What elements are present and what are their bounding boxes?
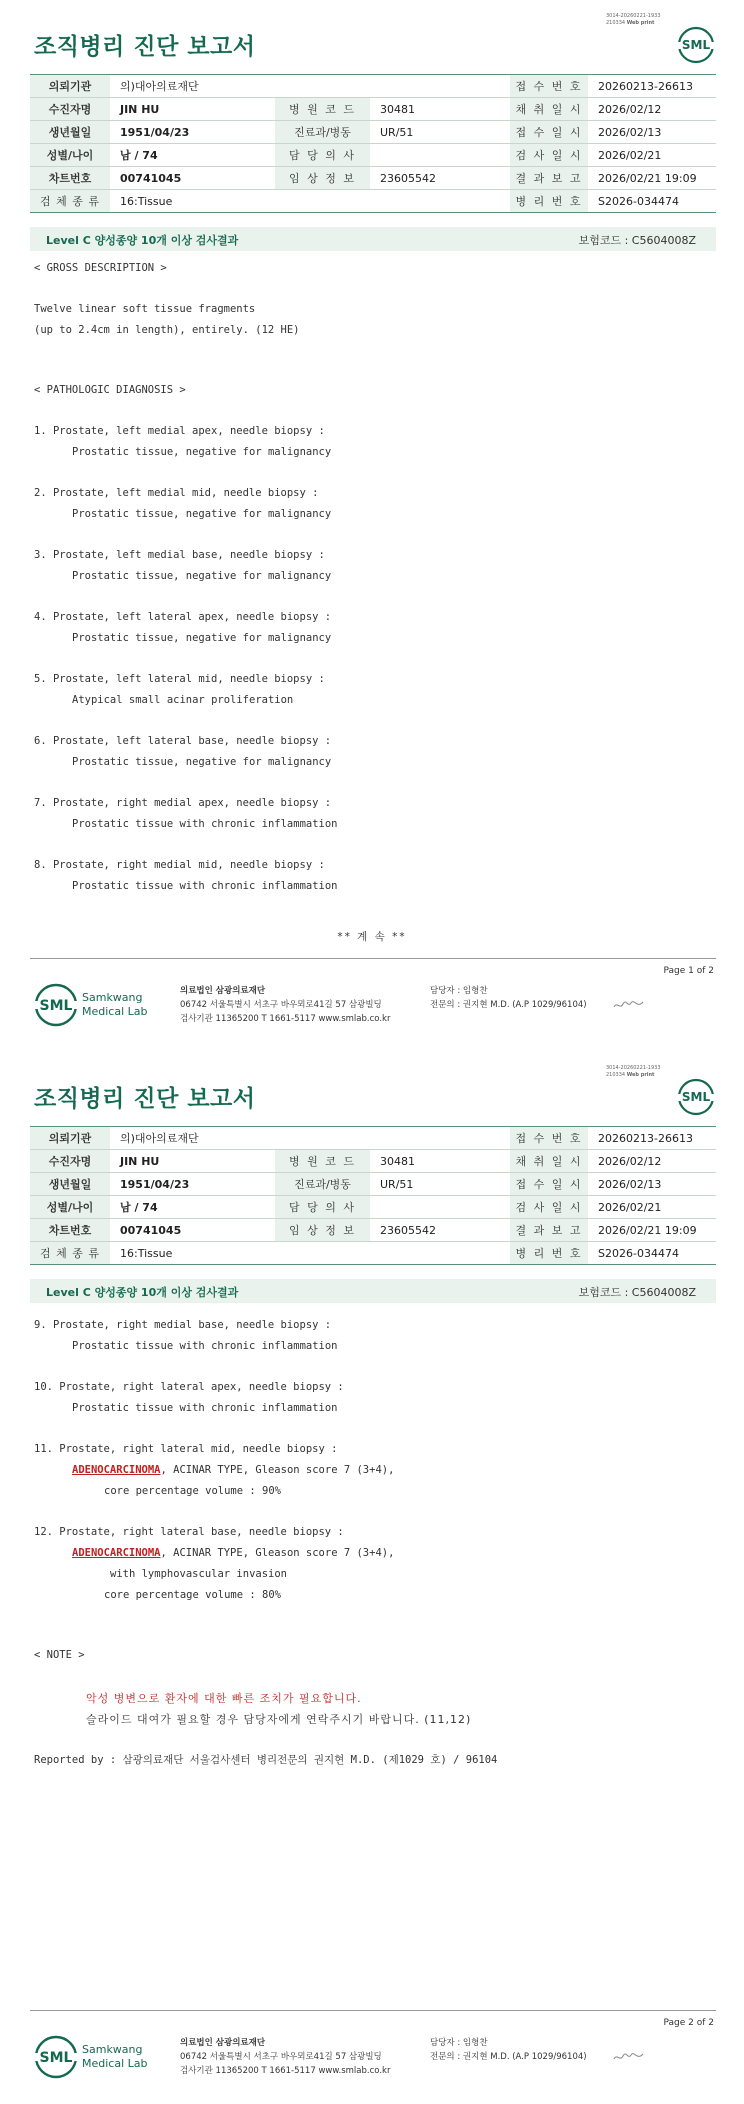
note-alert: 악성 병변으로 환자에 대한 빠른 조치가 필요합니다. <box>86 1692 362 1705</box>
diagnosis-result: Prostatic tissue, negative for malignancy <box>72 570 332 582</box>
hospital-code-value: 30481 <box>370 1150 510 1173</box>
chart-value: 00741045 <box>110 167 275 190</box>
staff-name: 임형찬 <box>462 986 488 996</box>
reported-by: Reported by : 삼광의료재단 서울검사센터 병리전문의 권지현 M.D. (제1029 호) / 96104 <box>34 1754 498 1766</box>
diagnosis-detail: , ACINAR TYPE, Gleason score 7 (3+4), <box>160 1547 395 1559</box>
gross-line-1: Twelve linear soft tissue fragments <box>34 303 256 315</box>
table-row <box>30 121 716 144</box>
diagnosis-result: Prostatic tissue, negative for malignancy <box>72 446 332 458</box>
received-label: 접 수 일 시 <box>510 121 588 144</box>
footer-org-info <box>180 2036 390 2078</box>
sml-logo-icon <box>677 1078 715 1116</box>
web-print-label: Web print <box>626 1072 655 1078</box>
diagnosis-result: Prostatic tissue with chronic inflammation <box>72 880 338 892</box>
logo-line-2: Medical Lab <box>82 1005 148 1018</box>
path-no-value: S2026-034474 <box>588 190 716 213</box>
diagnosis-result: Prostatic tissue with chronic inflammation <box>72 1402 338 1414</box>
footer-staff-info <box>430 2036 587 2064</box>
diagnosis-result <box>72 1463 744 1477</box>
page-title: 조직병리 진단 보고서 <box>34 34 256 60</box>
diagnosis-site: 4. Prostate, left lateral apex, needle biopsy : <box>34 611 332 623</box>
footer-org: 의료법인 삼광의료재단 <box>180 986 266 996</box>
reported-label: 결 과 보 고 <box>510 167 588 190</box>
diagnosis-detail: , ACINAR TYPE, Gleason score 7 (3+4), <box>160 1464 395 1476</box>
collected-label: 채 취 일 시 <box>510 1150 588 1173</box>
patient-info-table <box>30 74 716 213</box>
web-print-label: Web print <box>626 20 655 26</box>
specimen-label: 검 체 종 류 <box>30 190 110 213</box>
footer-divider <box>30 958 716 959</box>
dept-label: 진료과/병동 <box>275 121 370 144</box>
level-banner <box>30 227 716 251</box>
hospital-code-value: 30481 <box>370 98 510 121</box>
clinical-value: 23605542 <box>370 1219 510 1242</box>
table-row <box>30 144 716 167</box>
footer-address: 06742 서울특별시 서초구 바우뫼로41길 57 삼광빌딩 <box>180 1000 382 1010</box>
footer-contact: 검사기관 11365200 T 1661-5117 www.smlab.co.kr <box>180 2066 391 2076</box>
diagnosis-site: 5. Prostate, left lateral mid, needle biopsy : <box>34 673 325 685</box>
hospital-code-label: 병 원 코 드 <box>275 1150 370 1173</box>
specimen-label: 검 체 종 류 <box>30 1242 110 1265</box>
dept-label: 진료과/병동 <box>275 1173 370 1196</box>
collected-label: 채 취 일 시 <box>510 98 588 121</box>
table-row <box>30 1219 716 1242</box>
diagnosis-site: 1. Prostate, left medial apex, needle biopsy : <box>34 425 325 437</box>
diagnosis-site: 9. Prostate, right medial base, needle biopsy : <box>34 1319 332 1331</box>
table-row <box>30 1242 716 1265</box>
print-id-2 <box>606 20 661 27</box>
reported-value: 2026/02/21 19:09 <box>588 1219 716 1242</box>
level-title: Level C 양성종양 10개 이상 검사결과 <box>46 1286 239 1299</box>
page-number: Page 2 of 2 <box>663 2018 714 2028</box>
diagnosis-result: Atypical small acinar proliferation <box>72 694 294 706</box>
dob-label: 생년월일 <box>30 1173 110 1196</box>
staff-label: 담당자 : <box>430 2038 461 2048</box>
sex-age-label: 성별/나이 <box>30 1196 110 1219</box>
table-row <box>30 190 716 213</box>
requester-label: 의뢰기관 <box>30 75 110 98</box>
print-id: 3014-20260221-1933 <box>606 1065 661 1071</box>
dob-value: 1951/04/23 <box>110 1173 275 1196</box>
malignant-diagnosis: ADENOCARCINOMA <box>72 1464 161 1476</box>
path-no-label: 병 리 번 호 <box>510 1242 588 1265</box>
tested-label: 검 사 일 시 <box>510 1196 588 1219</box>
specialist-label: 전문의 : <box>430 1000 461 1010</box>
insurance-code: 보험코드 : C5604008Z <box>578 1286 696 1299</box>
diagnosis-result: Prostatic tissue, negative for malignancy <box>72 756 332 768</box>
signature-icon <box>612 998 646 1012</box>
dob-value: 1951/04/23 <box>110 121 275 144</box>
footer-contact: 검사기관 11365200 T 1661-5117 www.smlab.co.kr <box>180 1014 391 1024</box>
footer-address: 06742 서울특별시 서초구 바우뫼로41길 57 삼광빌딩 <box>180 2052 382 2062</box>
diagnosis-site: 3. Prostate, left medial base, needle biopsy : <box>34 549 325 561</box>
print-meta <box>606 13 661 27</box>
note-slide-request: 슬라이드 대여가 필요할 경우 담당자에게 연락주시기 바랍니다. (11,12) <box>86 1713 472 1726</box>
requester-value: 의)대아의료재단 <box>110 75 510 98</box>
sex-age-value: 남 / 74 <box>110 144 275 167</box>
logo-line-1: Samkwang <box>82 991 143 1004</box>
chart-label: 차트번호 <box>30 1219 110 1242</box>
table-row <box>30 1173 716 1196</box>
doctor-value <box>370 1196 510 1219</box>
note-heading: < NOTE > <box>34 1649 85 1661</box>
diagnosis-site: 11. Prostate, right lateral mid, needle biopsy : <box>34 1443 338 1455</box>
doctor-value <box>370 144 510 167</box>
page-number: Page 1 of 2 <box>663 966 714 976</box>
footer-divider <box>30 2010 716 2011</box>
reported-label: 결 과 보 고 <box>510 1219 588 1242</box>
print-id-2 <box>606 1072 661 1079</box>
sex-age-label: 성별/나이 <box>30 144 110 167</box>
logo-line-1: Samkwang <box>82 2043 143 2056</box>
hospital-code-label: 병 원 코 드 <box>275 98 370 121</box>
gross-heading: < GROSS DESCRIPTION > <box>34 262 167 274</box>
specimen-value: 16:Tissue <box>110 190 510 213</box>
footer-staff-info <box>430 984 587 1012</box>
requester-value: 의)대아의료재단 <box>110 1127 510 1150</box>
tested-label: 검 사 일 시 <box>510 144 588 167</box>
logo-text: SML <box>681 1090 711 1104</box>
clinical-label: 임 상 정 보 <box>275 167 370 190</box>
path-no-label: 병 리 번 호 <box>510 190 588 213</box>
patient-label: 수진자명 <box>30 98 110 121</box>
diagnosis-site: 8. Prostate, right medial mid, needle biopsy : <box>34 859 325 871</box>
table-row <box>30 167 716 190</box>
samkwang-logo-icon <box>34 980 154 1030</box>
diagnosis-result <box>72 1546 744 1560</box>
dept-value: UR/51 <box>370 1173 510 1196</box>
diagnosis-result: Prostatic tissue with chronic inflammation <box>72 1340 338 1352</box>
diagnosis-result: Prostatic tissue with chronic inflammation <box>72 818 338 830</box>
staff-name: 임형찬 <box>462 2038 488 2048</box>
diagnosis-result: Prostatic tissue, negative for malignancy <box>72 632 332 644</box>
specimen-value: 16:Tissue <box>110 1242 510 1265</box>
staff-label: 담당자 : <box>430 986 461 996</box>
continued-marker: ** 계 속 ** <box>337 931 407 943</box>
patient-info-table <box>30 1126 716 1265</box>
table-row <box>30 75 716 98</box>
footer-org-info <box>180 984 390 1026</box>
diagnosis-site: 2. Prostate, left medial mid, needle biopsy : <box>34 487 319 499</box>
diagnosis-heading: < PATHOLOGIC DIAGNOSIS > <box>34 384 186 396</box>
reception-no-value: 20260213-26613 <box>588 75 716 98</box>
tested-value: 2026/02/21 <box>588 1196 716 1219</box>
table-row <box>30 1196 716 1219</box>
sml-logo-icon <box>677 26 715 64</box>
signature-icon <box>612 2050 646 2064</box>
sex-age-value: 남 / 74 <box>110 1196 275 1219</box>
print-code: 210334 <box>606 20 626 26</box>
collected-value: 2026/02/12 <box>588 98 716 121</box>
diagnosis-site: 10. Prostate, right lateral apex, needle biopsy : <box>34 1381 344 1393</box>
received-label: 접 수 일 시 <box>510 1173 588 1196</box>
collected-value: 2026/02/12 <box>588 1150 716 1173</box>
samkwang-logo-icon <box>34 2032 154 2082</box>
reported-value: 2026/02/21 19:09 <box>588 167 716 190</box>
core-volume: core percentage volume : 80% <box>104 1589 282 1601</box>
received-value: 2026/02/13 <box>588 121 716 144</box>
table-row <box>30 1127 716 1150</box>
specialist-name: 권지현 M.D. (A.P 1029/96104) <box>462 2052 587 2062</box>
diagnosis-site: 7. Prostate, right medial apex, needle biopsy : <box>34 797 332 809</box>
patient-value: JIN HU <box>110 98 275 121</box>
chart-label: 차트번호 <box>30 167 110 190</box>
report-page-2 <box>0 1052 744 2104</box>
doctor-label: 담 당 의 사 <box>275 1196 370 1219</box>
specialist-label: 전문의 : <box>430 2052 461 2062</box>
reception-no-label: 접 수 번 호 <box>510 1127 588 1150</box>
core-volume: core percentage volume : 90% <box>104 1485 282 1497</box>
level-title: Level C 양성종양 10개 이상 검사결과 <box>46 234 239 247</box>
doctor-label: 담 당 의 사 <box>275 144 370 167</box>
level-banner <box>30 1279 716 1303</box>
table-row <box>30 98 716 121</box>
footer-org: 의료법인 삼광의료재단 <box>180 2038 266 2048</box>
malignant-diagnosis: ADENOCARCINOMA <box>72 1547 161 1559</box>
gross-line-2: (up to 2.4cm in length), entirely. (12 HE) <box>34 324 300 336</box>
diagnosis-site: 12. Prostate, right lateral base, needle biopsy : <box>34 1526 344 1538</box>
logo-text: SML <box>681 38 711 52</box>
clinical-value: 23605542 <box>370 167 510 190</box>
chart-value: 00741045 <box>110 1219 275 1242</box>
received-value: 2026/02/13 <box>588 1173 716 1196</box>
logo-abbr: SML <box>39 2050 73 2066</box>
table-row <box>30 1150 716 1173</box>
print-code: 210334 <box>606 1072 626 1078</box>
reception-no-value: 20260213-26613 <box>588 1127 716 1150</box>
patient-label: 수진자명 <box>30 1150 110 1173</box>
logo-line-2: Medical Lab <box>82 2057 148 2070</box>
print-id: 3014-20260221-1933 <box>606 13 661 19</box>
diagnosis-site: 6. Prostate, left lateral base, needle biopsy : <box>34 735 332 747</box>
lymphovascular-note: with lymphovascular invasion <box>110 1568 288 1580</box>
clinical-label: 임 상 정 보 <box>275 1219 370 1242</box>
insurance-code: 보험코드 : C5604008Z <box>578 234 696 247</box>
diagnosis-result: Prostatic tissue, negative for malignancy <box>72 508 332 520</box>
tested-value: 2026/02/21 <box>588 144 716 167</box>
patient-value: JIN HU <box>110 1150 275 1173</box>
specialist-name: 권지현 M.D. (A.P 1029/96104) <box>462 1000 587 1010</box>
dept-value: UR/51 <box>370 121 510 144</box>
requester-label: 의뢰기관 <box>30 1127 110 1150</box>
path-no-value: S2026-034474 <box>588 1242 716 1265</box>
print-meta <box>606 1065 661 1079</box>
dob-label: 생년월일 <box>30 121 110 144</box>
reception-no-label: 접 수 번 호 <box>510 75 588 98</box>
page-title: 조직병리 진단 보고서 <box>34 1086 256 1112</box>
logo-abbr: SML <box>39 998 73 1014</box>
